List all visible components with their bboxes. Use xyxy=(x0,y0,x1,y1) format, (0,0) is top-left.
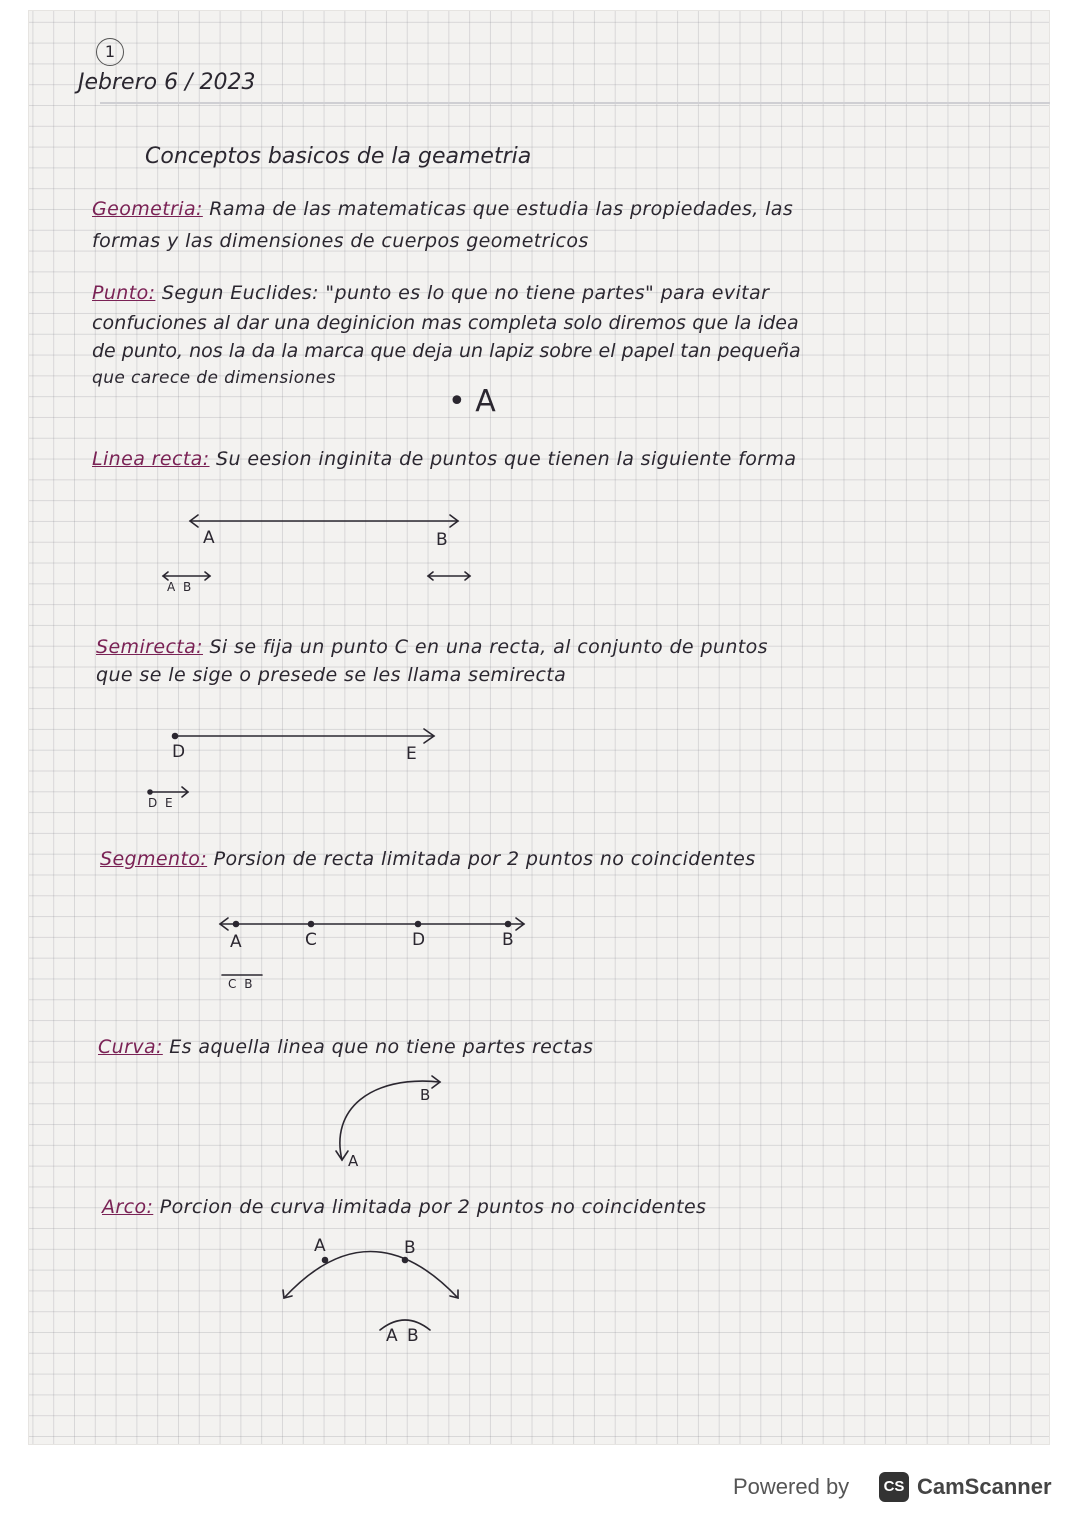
segment-point-d xyxy=(416,922,421,927)
curva-label-a: A xyxy=(348,1152,359,1170)
semirecta-line2: que se le sige o presede se les llama semirecta xyxy=(96,664,567,686)
curva-label-b: B xyxy=(420,1086,431,1104)
segment-point-b xyxy=(506,922,511,927)
semirecta-notation: D E xyxy=(148,796,175,810)
segmento-notation: C B xyxy=(228,977,255,991)
geometria-line2: formas y las dimensiones de cuerpos geometricos xyxy=(92,230,589,252)
segmento-label-b: B xyxy=(502,930,514,950)
page-title: Conceptos basicos de la geametria xyxy=(145,144,532,169)
segmento-label-c: C xyxy=(305,930,317,950)
semirecta-label-d: D xyxy=(172,742,186,762)
semirecta-drawing xyxy=(148,729,434,797)
segmento-text-1: Porsion de recta limitada por 2 puntos no coincidentes xyxy=(213,848,756,870)
arc-point-b xyxy=(403,1258,408,1263)
arco-label-b: B xyxy=(404,1238,416,1258)
punto-line3: de punto, nos la da la marca que deja un lapiz sobre el papel tan pequeña xyxy=(92,340,801,362)
camscanner-brand: CamScanner xyxy=(917,1474,1052,1499)
punto-term: Punto: xyxy=(92,282,156,304)
punto-text-1: Segun Euclides: "punto es lo que no tiene partes" para evitar xyxy=(161,282,770,304)
semirecta-label-e: E xyxy=(406,744,417,764)
page-number: 1 xyxy=(104,42,116,61)
curve-arrow-a xyxy=(336,1151,348,1160)
camscanner-logo-icon: CS xyxy=(879,1472,909,1502)
linea-recta-label-a: A xyxy=(203,528,215,548)
arco-label-a: A xyxy=(314,1236,326,1256)
arco-text-1: Porcion de curva limitada por 2 puntos no coincidentes xyxy=(159,1196,707,1218)
ray-de-origin xyxy=(173,734,178,739)
arco-notation: A B xyxy=(386,1326,421,1346)
semirecta-text-1: Si se fija un punto C en una recta, al conjunto de puntos xyxy=(209,636,768,658)
segmento-term: Segmento: xyxy=(100,848,208,870)
linea-recta-term: Linea recta: xyxy=(92,448,210,470)
arc-path xyxy=(284,1252,458,1299)
segmento-label-a: A xyxy=(230,932,242,952)
arco-drawing xyxy=(283,1252,458,1331)
punto-line4: que carece de dimensiones xyxy=(92,368,336,388)
curva-term: Curva: xyxy=(98,1036,163,1058)
segmento-drawing xyxy=(220,918,524,975)
curva-text-1: Es aquella linea que no tiene partes rectas xyxy=(169,1036,594,1058)
arc-point-a xyxy=(323,1258,328,1263)
linea-recta-text-1: Su eesion inginita de puntos que tienen la siguiente forma xyxy=(215,448,797,470)
segmento-label-d: D xyxy=(412,930,426,950)
punto-line2: confuciones al dar una deginicion mas completa solo diremos que la idea xyxy=(92,312,799,334)
linea-recta-notation: A B xyxy=(167,580,194,594)
semirecta-term: Semirecta: xyxy=(96,636,203,658)
ray-notation-origin xyxy=(148,790,152,794)
geometria-term: Geometria: xyxy=(92,198,203,220)
segment-point-a xyxy=(234,922,239,927)
geometria-text-1: Rama de las matematicas que estudia las propiedades, las xyxy=(209,198,794,220)
segment-point-c xyxy=(309,922,314,927)
page-date: Jebrero 6 / 2023 xyxy=(78,70,256,95)
linea-recta-label-b: B xyxy=(436,530,448,550)
arco-term: Arco: xyxy=(102,1196,154,1218)
punto-example: • A xyxy=(448,384,496,419)
powered-by-text: Powered by xyxy=(733,1474,850,1499)
